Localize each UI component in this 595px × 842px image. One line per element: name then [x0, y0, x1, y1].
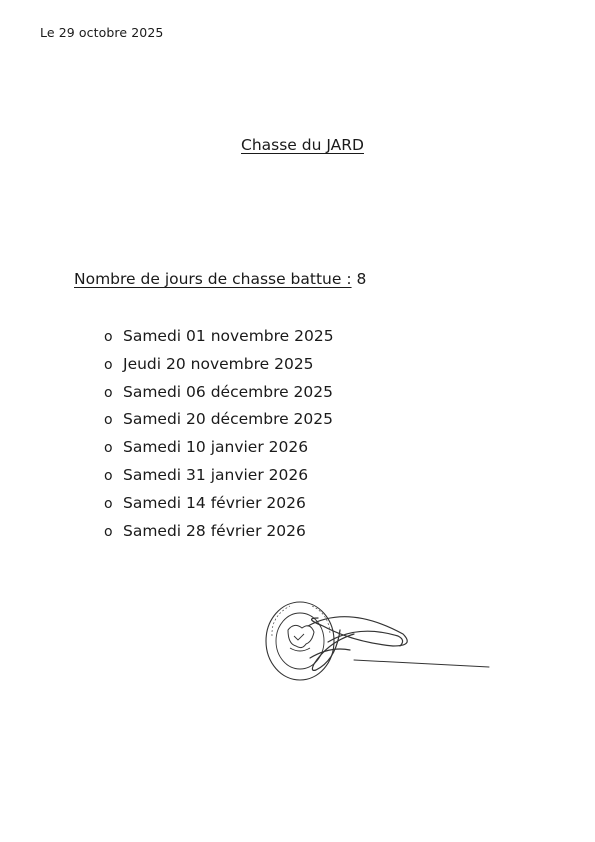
- list-item: [104, 379, 334, 407]
- hunting-date: Samedi 28 février 2026: [123, 521, 306, 540]
- list-item: [104, 490, 334, 518]
- date-line: Le 29 octobre 2025: [40, 25, 164, 40]
- circle-bullet-icon: o: [104, 440, 113, 457]
- circle-bullet-icon: o: [104, 329, 113, 345]
- hunting-date: Samedi 01 novembre 2025: [123, 327, 334, 345]
- circle-bullet-icon: o: [104, 384, 113, 401]
- hunting-date: Jeudi 20 novembre 2025: [123, 354, 314, 373]
- hunting-date: Samedi 10 janvier 2026: [123, 438, 309, 457]
- hunting-date: Samedi 14 février 2026: [123, 493, 306, 512]
- hunting-days-count: 8: [356, 270, 367, 288]
- circle-bullet-icon: o: [104, 523, 113, 540]
- hunting-days-heading: [74, 270, 366, 288]
- circle-bullet-icon: o: [104, 467, 113, 484]
- hunting-date: Samedi 06 décembre 2025: [123, 382, 334, 401]
- hunting-dates-list: [104, 323, 334, 545]
- town-hall-stamp-icon: [266, 602, 334, 680]
- signature-icon: [308, 617, 489, 671]
- circle-bullet-icon: o: [104, 356, 113, 373]
- list-item: [104, 351, 334, 379]
- stamp-and-signature: [250, 596, 500, 696]
- list-item: [104, 462, 334, 490]
- list-item: [104, 434, 334, 462]
- hunting-date: Samedi 31 janvier 2026: [123, 465, 309, 484]
- circle-bullet-icon: o: [104, 412, 113, 429]
- hunting-days-label: Nombre de jours de chasse battue :: [74, 270, 352, 288]
- hunting-date: Samedi 20 décembre 2025: [123, 410, 334, 429]
- list-item: [104, 518, 334, 546]
- page-title: Chasse du JARD: [241, 136, 364, 154]
- list-item: [104, 323, 334, 351]
- circle-bullet-icon: o: [104, 495, 113, 512]
- list-item: [104, 406, 334, 434]
